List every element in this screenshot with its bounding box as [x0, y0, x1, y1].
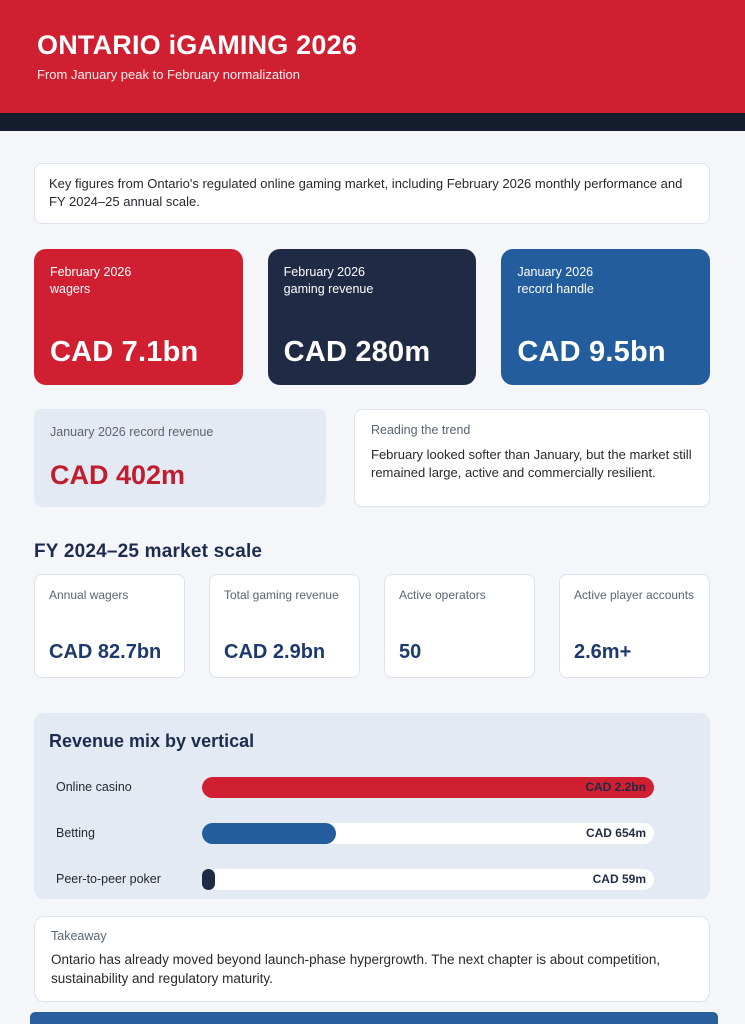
fy-card-total-revenue	[209, 574, 360, 678]
fy-card-value: 2.6m+	[574, 640, 632, 663]
trend-card	[354, 409, 710, 507]
fy-card-value: CAD 2.9bn	[224, 640, 326, 663]
record-revenue-label: January 2026 record revenue	[50, 424, 214, 439]
stat-card-feb-revenue	[268, 249, 477, 385]
bar-value-label: CAD 2.2bn	[585, 780, 646, 795]
bar-row-online-casino	[48, 777, 696, 798]
record-revenue-card	[34, 409, 326, 507]
stat-value: CAD 7.1bn	[50, 335, 199, 368]
fy-card-label: Active player accounts	[574, 587, 695, 602]
page-title: ONTARIO iGAMING 2026	[37, 30, 358, 60]
bar-track	[202, 869, 654, 890]
fy-card-value: CAD 82.7bn	[49, 640, 162, 663]
stat-card-feb-wagers	[34, 249, 243, 385]
fy-card-player-accounts	[559, 574, 710, 678]
fy-card-value: 50	[399, 640, 422, 663]
bar-track	[202, 823, 654, 844]
fy-cards-row	[34, 574, 710, 678]
trend-label: Reading the trend	[371, 422, 471, 437]
intro-card	[34, 163, 710, 224]
stat-value: CAD 9.5bn	[517, 335, 666, 368]
revenue-mix-panel	[34, 713, 710, 899]
takeaway-card	[34, 916, 710, 1002]
header-accent-stripe	[0, 113, 745, 131]
fy-section-heading: FY 2024–25 market scale	[34, 540, 263, 562]
fy-card-label: Total gaming revenue	[224, 587, 339, 602]
takeaway-label: Takeaway	[51, 928, 107, 943]
fy-card-label: Annual wagers	[49, 587, 129, 602]
bar-row-poker	[48, 869, 696, 890]
header-banner	[0, 0, 745, 113]
stat-label: January 2026 record handle	[517, 264, 594, 296]
page-subtitle: From January peak to February normalization	[37, 67, 301, 82]
bar-category-label: Online casino	[56, 780, 132, 795]
stat-label: February 2026 gaming revenue	[283, 264, 374, 296]
bar-fill-betting	[202, 823, 336, 844]
bar-value-label: CAD 59m	[592, 872, 646, 887]
bar-row-betting	[48, 823, 696, 844]
fy-card-annual-wagers	[34, 574, 185, 678]
bar-category-label: Peer-to-peer poker	[56, 872, 161, 887]
stat-value: CAD 280m	[283, 335, 431, 368]
content-area	[0, 163, 745, 1002]
bar-category-label: Betting	[56, 826, 95, 841]
takeaway-text: Ontario has already moved beyond launch-phase hypergrowth. The next chapter is about competition, sustainability and regulatory maturity.	[51, 951, 661, 986]
footer-accent-bar	[30, 1012, 718, 1024]
stat-card-jan-handle	[501, 249, 710, 385]
fy-card-active-operators	[384, 574, 535, 678]
bar-fill-poker	[202, 869, 215, 890]
secondary-row	[34, 409, 710, 507]
intro-text: Key figures from Ontario's regulated online gaming market, including February 2026 monthly performance and FY 2024–25 annual scale.	[49, 176, 683, 210]
stat-label: February 2026 wagers	[50, 264, 132, 296]
revenue-mix-title: Revenue mix by vertical	[49, 730, 255, 751]
trend-text: February looked softer than January, but the market still remained large, active and commercially resilient.	[371, 446, 692, 480]
fy-card-label: Active operators	[399, 587, 486, 602]
stat-cards-row	[34, 249, 710, 385]
record-revenue-value: CAD 402m	[50, 459, 186, 490]
bar-track	[202, 777, 654, 798]
bar-value-label: CAD 654m	[585, 826, 646, 841]
